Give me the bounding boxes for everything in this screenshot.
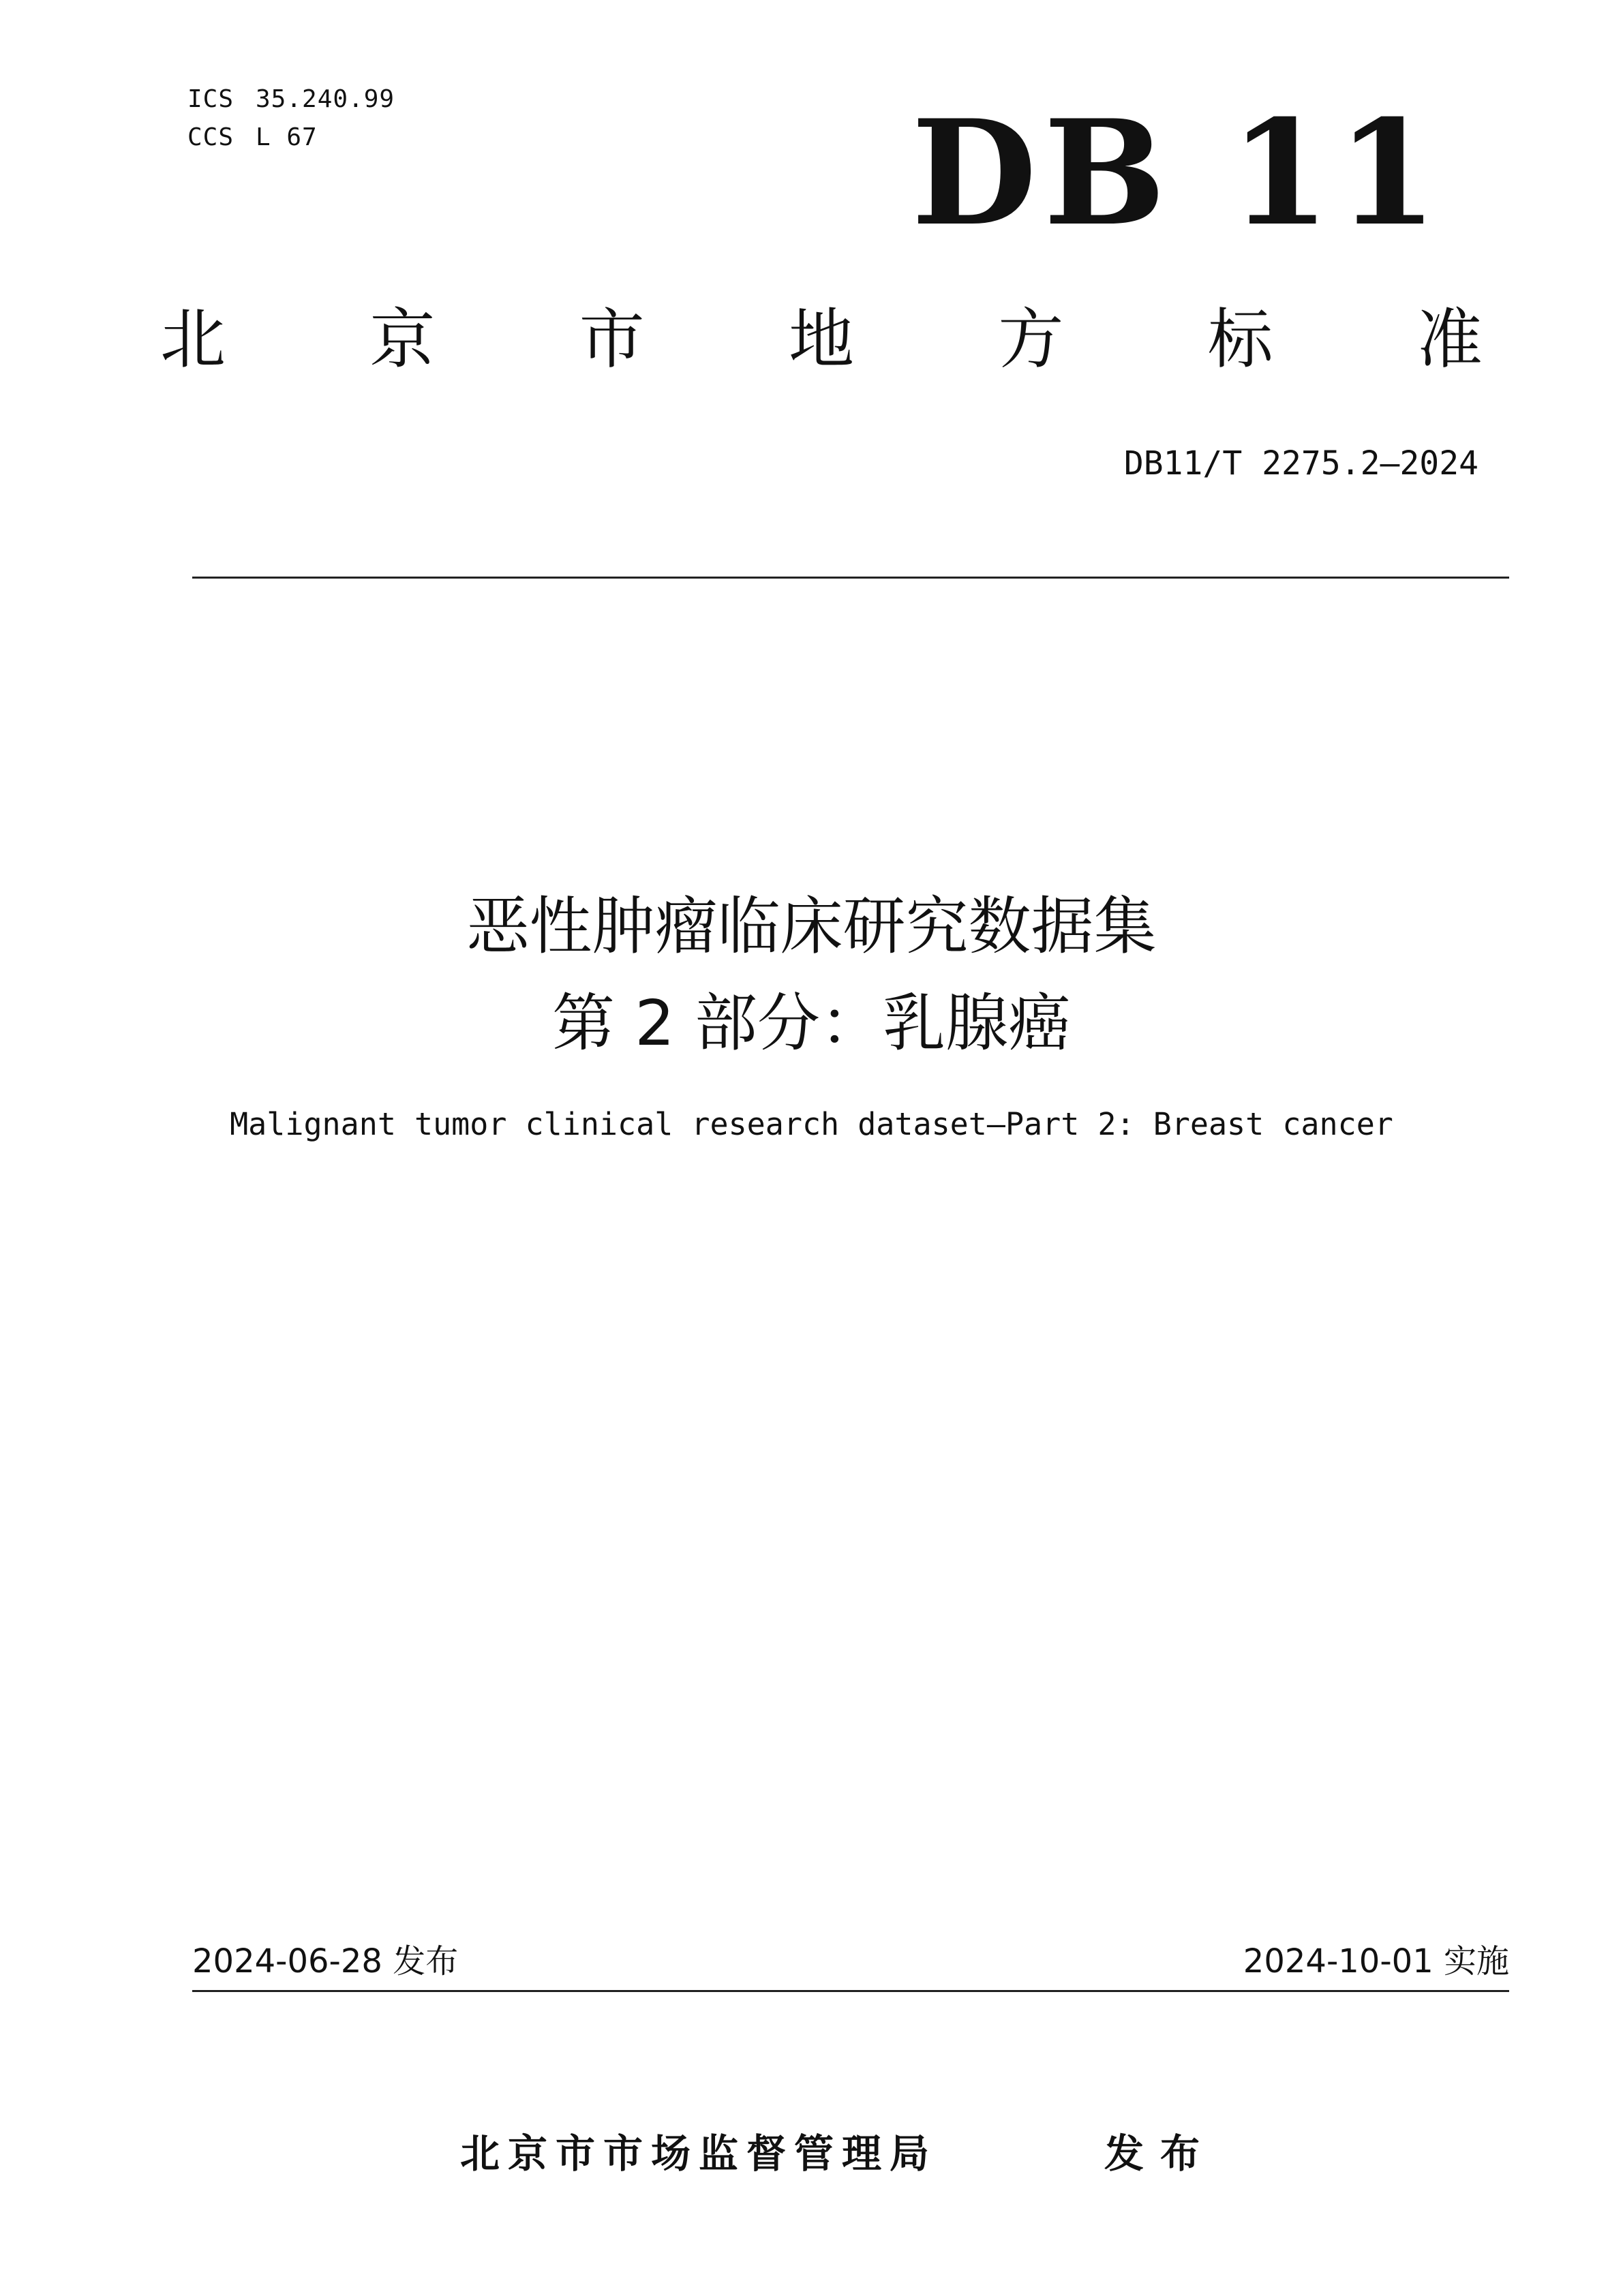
db-logo: DB 11 — [911, 88, 1444, 258]
ics-label: ICS — [187, 85, 234, 113]
document-subtitle-cn: 第 2 部分：乳腺癌 — [551, 987, 1072, 1060]
document-title-cn: 恶性肿瘤临床研究数据集 — [466, 890, 1157, 963]
standard-number: DB11/T 2275.2—2024 — [1123, 444, 1478, 483]
ccs-code: L 67 — [256, 123, 318, 151]
standard-type-char: 京 — [369, 301, 436, 378]
publish-label: 发布 — [1104, 2130, 1217, 2177]
standard-type-heading — [160, 299, 1483, 380]
standard-type-char: 标 — [1207, 301, 1273, 378]
top-divider — [192, 577, 1509, 579]
standard-type-char: 市 — [579, 301, 645, 378]
publisher-name: 北京市市场监督管理局 — [460, 2130, 938, 2177]
ics-code: 35.240.99 — [256, 85, 395, 113]
classification-codes — [187, 80, 395, 157]
document-title-en: Malignant tumor clinical research dataset—Part 2: Breast cancer — [230, 1106, 1393, 1142]
standard-type-char: 方 — [998, 301, 1064, 378]
bottom-divider — [192, 1990, 1509, 1992]
ics-row — [187, 80, 395, 119]
issue-date: 2024-06-28 发布 — [192, 1942, 459, 1980]
standard-type-char: 北 — [160, 301, 226, 378]
ccs-row — [187, 119, 395, 157]
implementation-date: 2024-10-01 实施 — [1243, 1942, 1509, 1980]
ccs-label: CCS — [187, 123, 234, 151]
standard-type-char: 准 — [1416, 301, 1483, 378]
standard-type-char: 地 — [788, 301, 854, 378]
